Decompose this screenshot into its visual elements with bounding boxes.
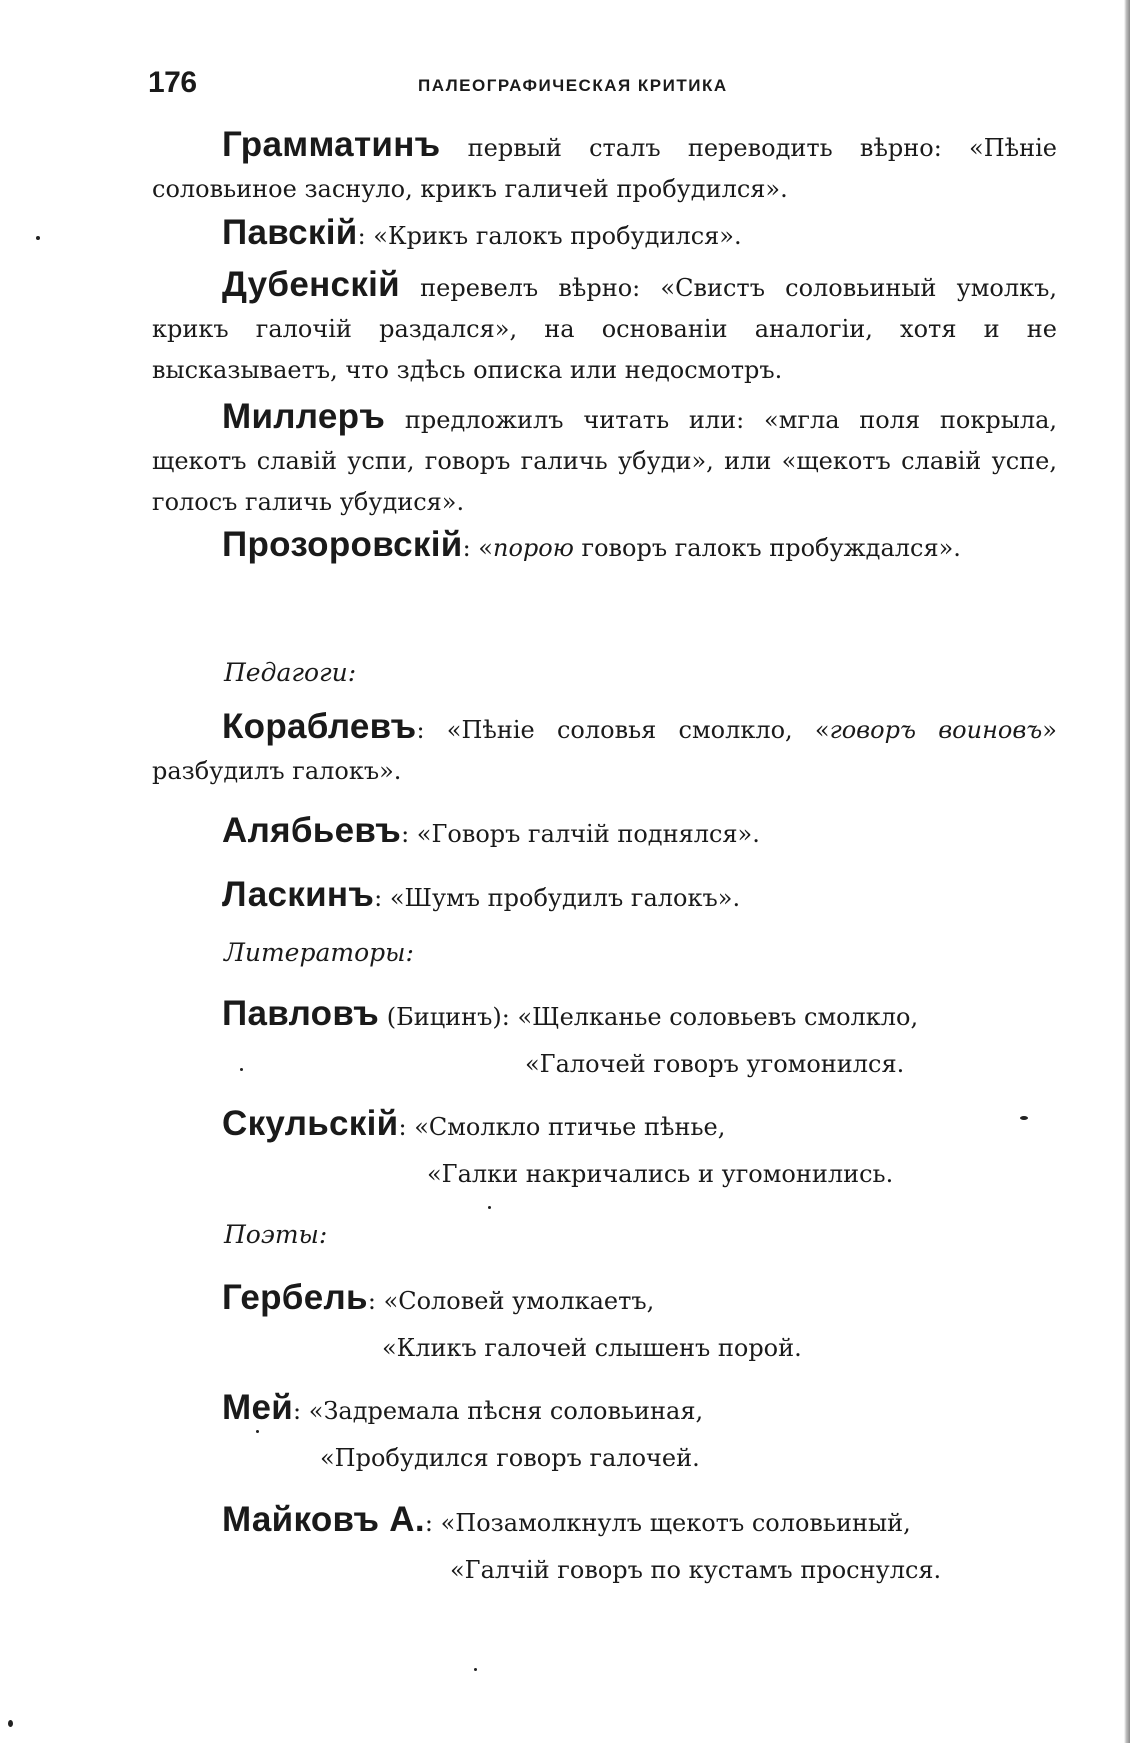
entry-gerbel: [222, 1274, 1072, 1372]
entry-text: » разбудилъ галокъ».: [152, 716, 1057, 785]
entry-miller: [152, 396, 1057, 523]
author-name: Кораблевъ: [222, 707, 417, 746]
verse-line-1: «Щелканье соловьевъ смолкло,: [517, 1003, 919, 1031]
author-name: Майковъ А.: [222, 1500, 425, 1539]
entry-alyabiev: [152, 810, 1057, 855]
scan-speck: [488, 1206, 491, 1209]
author-name: Миллеръ: [222, 397, 386, 436]
author-name: Ласкинъ: [222, 875, 375, 914]
verse-line-2: «Галочей говоръ угомонился.: [525, 1050, 905, 1078]
page-header: [148, 66, 1048, 106]
category-literators: Литераторы:: [224, 938, 414, 967]
entry-korablev: [152, 706, 1057, 792]
author-name: Гербель: [222, 1278, 368, 1317]
entry-suffix: :: [367, 1287, 384, 1315]
entry-text-italic: порою: [493, 534, 574, 562]
category-pedagogues: Педагоги:: [224, 658, 357, 687]
verse-line-1: «Смолкло птичье пѣнье,: [414, 1113, 726, 1141]
entry-text: предложилъ читать или: «мгла поля покрыла, щекотъ славій успи, говоръ галичь убуди», или «щекотъ славій успе, голосъ галичь убудися».: [152, 406, 1057, 516]
author-name: Павскій: [222, 213, 358, 252]
entry-text: перевелъ вѣрно: «Свистъ соловьиный умолкъ, крикъ галочій раздался», на основаніи аналогіи, хотя и не высказываетъ, что здѣсь описка или недосмотръ.: [152, 274, 1057, 384]
scan-speck: [240, 1068, 243, 1071]
author-name: Грамматинъ: [222, 125, 441, 164]
entry-skulsky: [222, 1100, 1072, 1198]
author-name: Дубенскій: [222, 265, 400, 304]
entry-text: : «Шумъ пробудилъ галокъ».: [374, 884, 741, 912]
entry-text: : «Пѣніе соловья смолкло, «: [416, 716, 830, 744]
entry-text: первый сталъ переводить вѣрно: «Пѣніе соловьиное заснуло, крикъ галичей пробудился».: [152, 134, 1057, 203]
entry-suffix: :: [293, 1397, 309, 1425]
running-head: ПАЛЕОГРАФИЧЕСКАЯ КРИТИКА: [418, 76, 728, 95]
scan-speck: [8, 1720, 13, 1727]
author-name: Прозоровскій: [222, 525, 463, 564]
verse-line-2: «Кликъ галочей слышенъ порой.: [382, 1334, 802, 1362]
entry-dubensky: [152, 264, 1057, 391]
scan-speck: [1020, 1116, 1028, 1120]
entry-pavsky: [152, 212, 1057, 257]
entry-laskin: [152, 874, 1057, 919]
author-name: Скульскій: [222, 1104, 399, 1143]
verse-line-1: «Позамолкнулъ щекотъ соловьиный,: [440, 1509, 911, 1537]
verse-line-1: «Задремала пѣсня соловьиная,: [308, 1397, 704, 1425]
author-name: Мей: [222, 1388, 294, 1427]
entry-maykov: [222, 1496, 1072, 1594]
page-number: 176: [148, 66, 197, 99]
verse-line-2: «Пробудился говоръ галочей.: [320, 1444, 700, 1472]
entry-mey: [222, 1384, 1072, 1482]
author-name: Алябьевъ: [222, 811, 402, 850]
entry-text: : «: [462, 534, 493, 562]
entry-prozorovsky: [152, 524, 1057, 569]
entry-suffix: :: [398, 1113, 415, 1141]
scan-speck: [36, 236, 40, 240]
author-name: Павловъ: [222, 994, 380, 1033]
entry-suffix: :: [424, 1509, 441, 1537]
category-poets: Поэты:: [224, 1220, 328, 1249]
entry-suffix: (Бицинъ):: [379, 1003, 518, 1031]
entry-pavlov: [222, 990, 1072, 1088]
entry-text-italic: говоръ воиновъ: [829, 716, 1043, 744]
entry-text: говоръ галокъ пробуждался».: [573, 534, 961, 562]
scan-speck: [474, 1668, 477, 1671]
verse-line-2: «Галки накричались и угомонились.: [427, 1160, 894, 1188]
verse-line-2: «Галчій говоръ по кустамъ проснулся.: [450, 1556, 942, 1584]
entry-text: : «Говоръ галчій поднялся».: [401, 820, 760, 848]
verse-line-1: «Соловей умолкаетъ,: [383, 1287, 655, 1315]
scan-speck: [256, 1430, 259, 1433]
page-edge-shadow: [1124, 0, 1130, 1743]
entry-text: : «Крикъ галокъ пробудился».: [357, 222, 742, 250]
entry-grammatin: [152, 124, 1057, 210]
